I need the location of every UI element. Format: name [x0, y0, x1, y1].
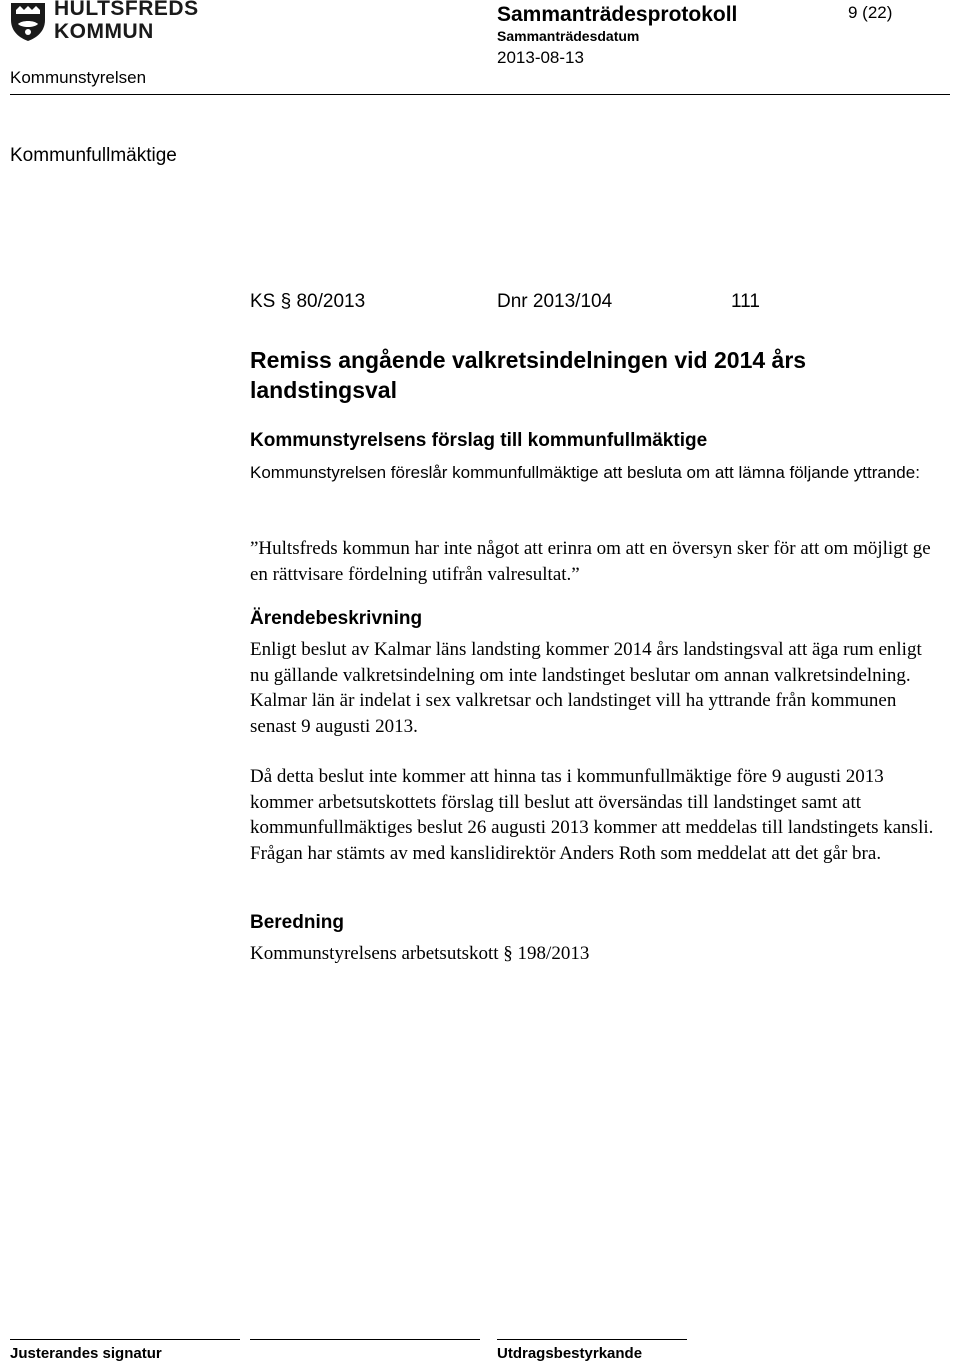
preparation-text: Kommunstyrelsens arbetsutskott § 198/2013 [250, 943, 590, 964]
logo-line-1: HULTSFREDS [54, 0, 199, 20]
certification-rule [497, 1339, 687, 1340]
preparation-heading: Beredning [250, 912, 344, 933]
signature-rule [10, 1339, 240, 1340]
crest-icon [10, 2, 46, 42]
description-paragraph-1: Enligt beslut av Kalmar läns landsting kommer 2014 års landstingsval att äga rum enligt nu gällande valkretsindelning om inte landstinget beslutar om annan valkretsindelning. Kalmar län är indelat i sex valkretsar och landstinget vill ha yttrande från kommunen senast 9 augusti 2013. [250, 639, 922, 737]
proposal-text: Kommunstyrelsen föreslår kommunfullmäktige att besluta om att lämna följande yttrande: [250, 463, 920, 482]
municipality-logo [10, 0, 199, 46]
logo-line-2: KOMMUN [54, 20, 154, 43]
proposal-heading: Kommunstyrelsens förslag till kommunfullmäktige [250, 430, 708, 451]
organ-name: Kommunstyrelsen [10, 68, 147, 87]
case-number: KS § 80/2013 [250, 291, 366, 312]
page-title: Remiss angående valkretsindelningen vid 2014 års landstingsval [250, 347, 807, 403]
recipient: Kommunfullmäktige [10, 145, 177, 166]
certification-label: Utdragsbestyrkande [497, 1345, 643, 1362]
signature-rule [250, 1339, 480, 1340]
diary-number: Dnr 2013/104 [497, 291, 613, 312]
signature-label: Justerandes signatur [10, 1345, 162, 1362]
meeting-date-label: Sammanträdesdatum [497, 28, 640, 44]
page-number: 9 (22) [848, 3, 893, 22]
meeting-date: 2013-08-13 [497, 48, 584, 67]
description-paragraph-2: Då detta beslut inte kommer att hinna tas i kommunfullmäktige före 9 augusti 2013 kommer arbetsutskottets förslag till beslut att översändas till landstinget samt att kommunfullmäktiges beslut 26 augusti 2013 kommer att meddelas till landstingets kansli. Frågan har stämts av med kanslidirektör Anders Roth som meddelat att det går bra. [250, 766, 934, 864]
header-divider [10, 94, 950, 95]
description-heading: Ärendebeskrivning [250, 608, 423, 629]
archive-code: 111 [731, 291, 760, 312]
document-type: Sammanträdesprotokoll [497, 3, 738, 26]
proposal-quote: ”Hultsfreds kommun har inte något att erinra om att en översyn sker för att om möjligt ge en rättvisare fördelning utifrån valresultat.” [250, 538, 931, 585]
